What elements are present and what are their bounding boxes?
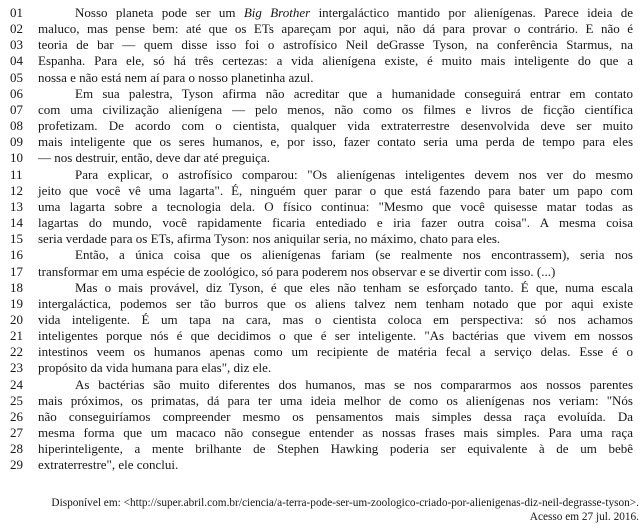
text-line [0,183,642,199]
text-line [0,70,642,86]
line-text [38,457,633,473]
line-text [38,425,633,441]
line-number: 23 [10,360,23,376]
text-line [0,312,642,328]
text-line [0,150,642,166]
line-number: 29 [10,457,23,473]
line-text [38,183,633,199]
text-segment: Para explicar, o astrofísico comparou: "Os alienígenas inteligentes devem nos ver do mesmo [75,166,633,182]
line-text [38,377,633,393]
italic-text: Big Brother [243,5,311,20]
text-line [0,21,642,37]
text-line [0,457,642,473]
text-line [0,86,642,102]
line-number: 21 [10,328,23,344]
line-text [38,21,633,37]
line-text [38,344,633,360]
text-body [0,5,642,474]
text-segment: transformar em uma espécie de zoológico, só para poderem nos observar e se divertir com isso. (...) [38,263,556,279]
line-number: 01 [10,5,23,20]
text-segment: Mas o mais provável, diz Tyson, é que eles não tenham se esforçado tanto. É que, numa escala [75,279,633,295]
line-text [38,86,633,102]
text-segment: Em sua palestra, Tyson afirma não acreditar que a humanidade conseguirá entrar em contato [75,85,633,101]
text-line [0,296,642,312]
line-number: 13 [10,198,23,214]
line-number: 04 [10,53,23,69]
text-segment: Então, a única coisa que os alienígenas fariam (se realmente nos encontrassem), seria nos [75,247,633,263]
line-number: 07 [10,101,23,117]
line-text [38,312,633,328]
line-text [38,5,633,21]
text-line [0,360,642,376]
text-segment: não conseguiríamos compreender mesmo os pensamentos mais simples dessa raça evoluída. Da [38,408,633,424]
text-line [0,215,642,231]
text-segment: lagartas do mundo, você rapidamente ficaria entediado e iria fazer outra coisa". A mesma coisa [38,215,633,231]
line-number: 11 [10,166,23,182]
text-line [0,199,642,215]
text-segment: inteligentes porque nós é que decidimos o que é ser inteligente. "As bactérias que vivem em nossos [38,328,633,344]
line-number: 18 [10,279,23,295]
text-line [0,53,642,69]
source-access-date: Acesso em 27 jul. 2016. [529,511,639,524]
line-number: 28 [10,441,23,457]
line-text [38,393,633,409]
text-segment: hiperinteligente, a mente brilhante de Stephen Hawking poderia ser equivalente à de um bebê [38,441,633,457]
text-line [0,118,642,134]
line-text [38,167,633,183]
text-segment: mais inteligente que os seres humanos, e, por isso, fazer contato seria uma perda de tempo para eles [38,134,633,150]
line-text [38,134,633,150]
line-number: 09 [10,134,23,150]
text-line [0,264,642,280]
line-number: 14 [10,215,23,231]
text-segment: extraterrestre", ele conclui. [38,457,179,473]
line-text [38,409,633,425]
line-number: 12 [10,182,23,198]
line-number: 05 [10,69,23,85]
line-number: 10 [10,150,23,166]
line-number: 19 [10,295,23,311]
text-segment: teoria de bar — quem disse isso foi o astrofísico Neil deGrasse Tyson, na conferência Starmus, na [38,37,633,53]
text-segment: maluco, mas pense bem: até que os ETs apareçam por aqui, não dá para provar o contrário. E não é [38,21,633,37]
text-line [0,344,642,360]
text-line [0,102,642,118]
text-segment: uma lagarta sobre a tecnologia dela. O físico continua: "Mesmo que você quisesse matar todas as [38,198,633,214]
line-text [38,441,633,457]
line-text [38,328,633,344]
line-text [38,53,633,69]
line-number: 26 [10,408,23,424]
line-number: 17 [10,263,23,279]
line-number: 25 [10,392,23,408]
text-line [0,37,642,53]
text-segment: intestinos veem os humanos apenas como um recipiente de matéria fecal a serviço delas. Esse é o [38,344,633,360]
line-text [38,199,633,215]
line-number: 06 [10,85,23,101]
line-number: 02 [10,21,23,37]
text-segment: As bactérias são muito diferentes dos humanos, mas se nos compararmos aos nossos parentes [75,376,633,392]
text-line [0,167,642,183]
text-line [0,280,642,296]
text-line [0,377,642,393]
text-line [0,393,642,409]
source-url: Disponível em: <http://super.abril.com.br/ciencia/a-terra-pode-ser-um-zoologico-criado-por-alienigenas-diz-neil-degrasse-tyson>. [51,496,639,509]
text-line [0,328,642,344]
line-number: 24 [10,376,23,392]
line-text [38,37,633,53]
line-number: 22 [10,344,23,360]
text-segment: mais próximos, os primatas, dá para ter uma ideia melhor de como os alienígenas nos veriam: "Nós [38,392,633,408]
text-segment: nossa e não está nem aí para o nosso planetinha azul. [38,69,314,85]
text-line [0,409,642,425]
text-line [0,441,642,457]
source-citation [0,496,639,525]
line-text [38,118,633,134]
text-segment: mesma forma que um macaco não consegue entender as nossas frases mais simples. Para uma raça [38,425,633,441]
text-segment: Espanha. Para ele, só há três certezas: a vida alienígena existe, é muito mais inteligente do que a [38,53,633,69]
text-segment: vida inteligente. É um tapa na cara, mas o cientista coloca em perspectiva: só nos achamos [38,311,633,327]
line-text [38,296,633,312]
line-number: 27 [10,425,23,441]
line-text [38,215,633,231]
line-number: 20 [10,311,23,327]
line-text [38,70,633,86]
text-segment: profetizam. De acordo com o cientista, qualquer vida extraterrestre desenvolvida deve ser muito [38,118,633,134]
text-segment: intergaláctica, podemos ser tão burros que os aliens talvez nem tenham notado que por aqui existe [38,295,633,311]
line-number: 03 [10,37,23,53]
text-segment: Nosso planeta pode ser um [75,5,244,20]
line-text [38,102,633,118]
text-line [0,231,642,247]
text-line [0,425,642,441]
line-text [38,150,633,166]
text-segment: seria verdade para os ETs, afirma Tyson: nos aniquilar seria, no máximo, chato para eles. [38,231,501,247]
text-segment: — nos destruir, então, deve dar até preguiça. [38,150,270,166]
line-text [38,264,633,280]
line-text [38,231,633,247]
text-line [0,134,642,150]
line-text [38,247,633,263]
line-number: 08 [10,118,23,134]
text-line [0,5,642,21]
text-segment: jeito que você vê uma lagarta". É, ninguém quer parar o que está fazendo para bater um papo com [38,182,633,198]
line-number: 16 [10,247,23,263]
text-segment: intergaláctico mantido por alienígenas. Parece ideia de [310,5,634,20]
text-segment: propósito da vida humana para elas", diz ele. [38,360,272,376]
text-line [0,247,642,263]
line-text [38,280,633,296]
line-number: 15 [10,231,23,247]
line-text [38,360,633,376]
text-segment: com uma civilização alienígena — pelo menos, não como os filmes e livros de ficção científica [38,101,633,117]
